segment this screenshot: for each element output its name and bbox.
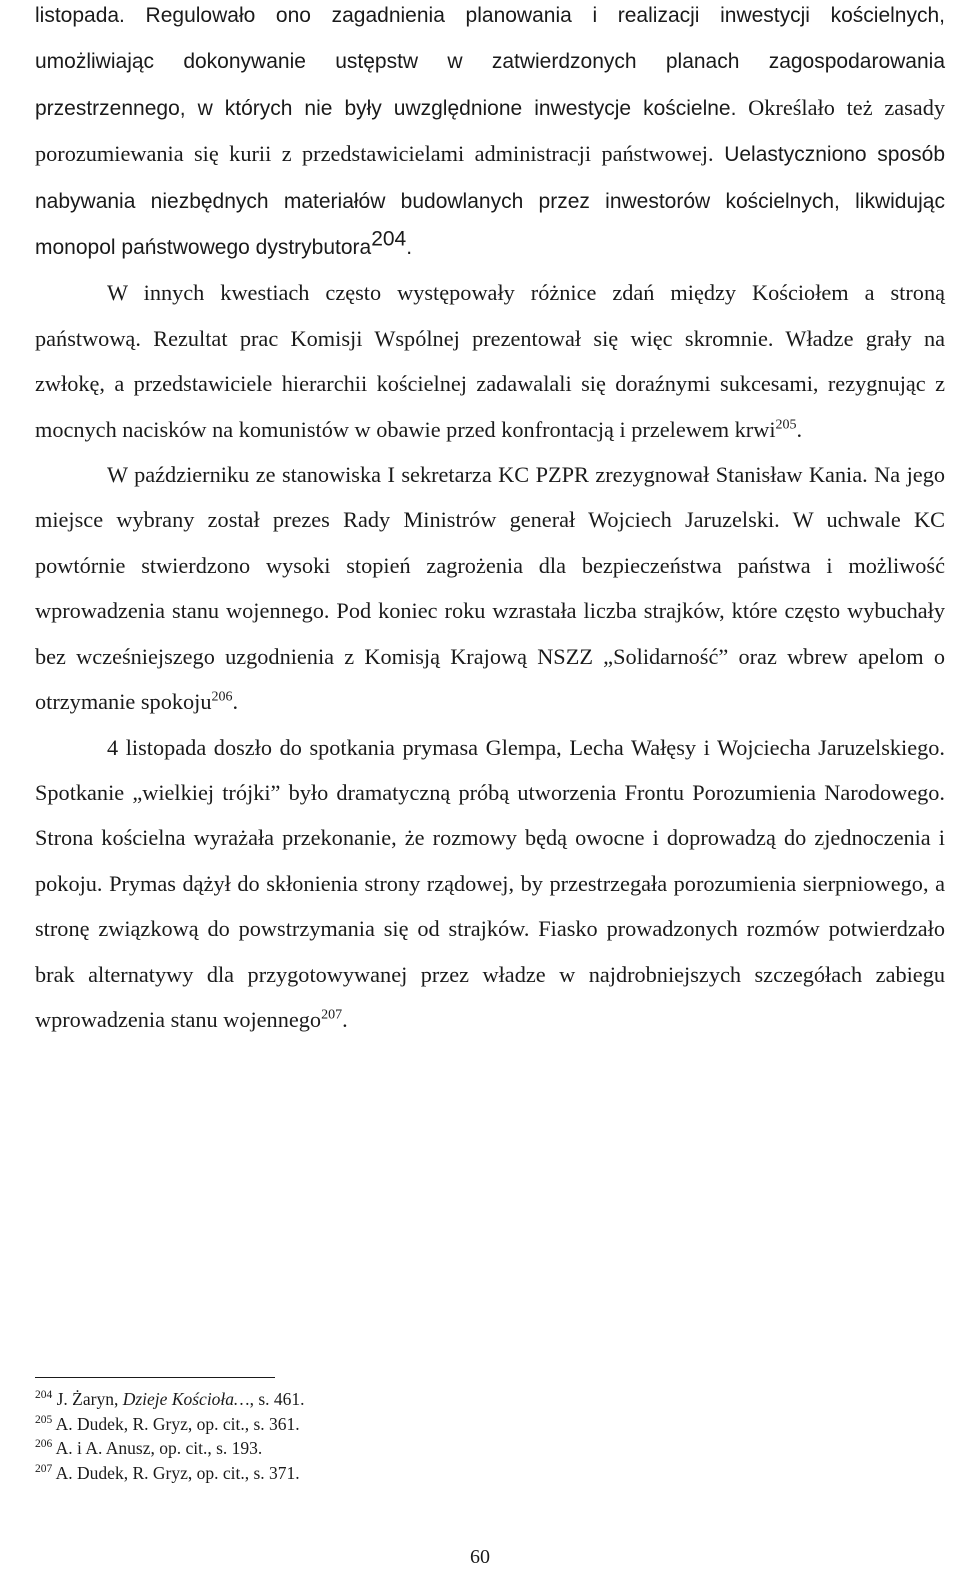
paragraph-1 bbox=[35, 0, 945, 270]
footnote-text: A. Dudek, R. Gryz, op. cit., s. 361. bbox=[52, 1413, 300, 1434]
footnotes bbox=[35, 1387, 735, 1485]
footnote-text: A. Dudek, R. Gryz, op. cit., s. 371. bbox=[52, 1462, 300, 1483]
paragraph-4 bbox=[35, 725, 945, 1043]
paragraph-4-text: 4 listopada doszło do spotkania prymasa Glempa, Lecha Wałęsy i Wojciecha Jaruzelskiego. Spotkanie „wielkiej trójki” było dramatyczną próbą utworzenia Frontu Porozumienia Narodowego. Strona kościelna wyrażała przekonanie, że rozmowy będą owocne i doprowadzą do zjednoczenia i pokoju. Prymas dążył do skłonienia strony rządowej, by przestrzegała porozumienia sierpniowego, a stronę związkową do powstrzymania się od strajków. Fiasko prowadzonych rozmów potwierdzało brak alternatywy dla przygotowywanej przez władze w najdrobniejszych szczegółach zabiegu wprowadzenia stanu wojennego bbox=[35, 734, 945, 1032]
body-text bbox=[35, 0, 945, 1042]
paragraph-3-text: W październiku ze stanowiska I sekretarza KC PZPR zrezygnował Stanisław Kania. Na jego miejsce wybrany został prezes Rady Ministrów generał Wojciech Jaruzelski. W uchwale KC powtórnie stwierdzono wysoki stopień zagrożenia dla bezpieczeństwa państwa i możliwość wprowadzenia stanu wojennego. Pod koniec roku wzrastała liczba strajków, które często wybuchały bez wcześniejszego uzgodnienia z Komisją Krajową NSZZ „Solidarność” oraz wbrew apelom o otrzymanie spokoju bbox=[35, 462, 945, 715]
footnote-text: J. Żaryn, bbox=[52, 1389, 123, 1409]
footnote-204 bbox=[35, 1387, 735, 1412]
footnote-206 bbox=[35, 1436, 735, 1461]
paragraph-2-tail: . bbox=[796, 416, 803, 442]
paragraph-4-tail: . bbox=[342, 1006, 348, 1032]
footnote-ref-207[interactable]: 207 bbox=[321, 1007, 343, 1023]
paragraph-2 bbox=[35, 270, 945, 452]
paragraph-3 bbox=[35, 452, 945, 724]
footnote-ref-205[interactable]: 205 bbox=[775, 417, 797, 433]
footnote-number: 204 bbox=[35, 1389, 53, 1402]
paragraph-1-sans-run: listopada. Regulowało ono zagadnienia planowania i realizacji inwestycji kościelnych, umożliwiając dokonywanie ustępstw w zatwierdzonych planach zagospodarowania przestrzennego, w których nie były uwzględnione inwestycje kościelne. bbox=[35, 4, 945, 120]
footnote-number: 207 bbox=[35, 1462, 53, 1475]
footnote-number: 205 bbox=[35, 1413, 53, 1426]
paragraph-1-serif-run: Określało też zasady porozumiewania się kurii z przedstawicielami administracji państwowej. bbox=[35, 94, 945, 167]
paragraph-2-text: W innych kwestiach często występowały różnice zdań między Kościołem a stroną państwową. Rezultat prac Komisji Wspólnej prezentował się więc skromnie. Władze grały na zwłokę, a przedstawiciele hierarchii kościelnej zadawalali się doraźnymi sukcesami, rezygnując z mocnych nacisków na komunistów w obawie przed konfrontacją i przelewem krwi bbox=[35, 280, 945, 442]
paragraph-3-tail: . bbox=[232, 689, 239, 715]
footnote-205 bbox=[35, 1412, 735, 1437]
footnote-text: A. i A. Anusz, op. cit., s. 193. bbox=[52, 1438, 263, 1458]
footnote-text-end: , s. 461. bbox=[249, 1389, 305, 1409]
paragraph-1-tail: . bbox=[406, 236, 413, 260]
paragraph-1-sans-run-2: Uelastyczniono sposób nabywania niezbędnych materiałów budowlanych przez inwestorów kościelnych, likwidując monopol państwowego dystrybutora bbox=[35, 143, 945, 260]
footnote-title: Dzieje Kościoła… bbox=[122, 1389, 250, 1409]
page-number: 60 bbox=[470, 1546, 490, 1568]
footnote-number: 206 bbox=[35, 1438, 53, 1451]
footnote-ref-204[interactable]: 204 bbox=[371, 227, 407, 251]
footnote-ref-206[interactable]: 206 bbox=[211, 689, 233, 705]
footnote-separator bbox=[35, 1377, 275, 1378]
footnote-207 bbox=[35, 1461, 735, 1486]
